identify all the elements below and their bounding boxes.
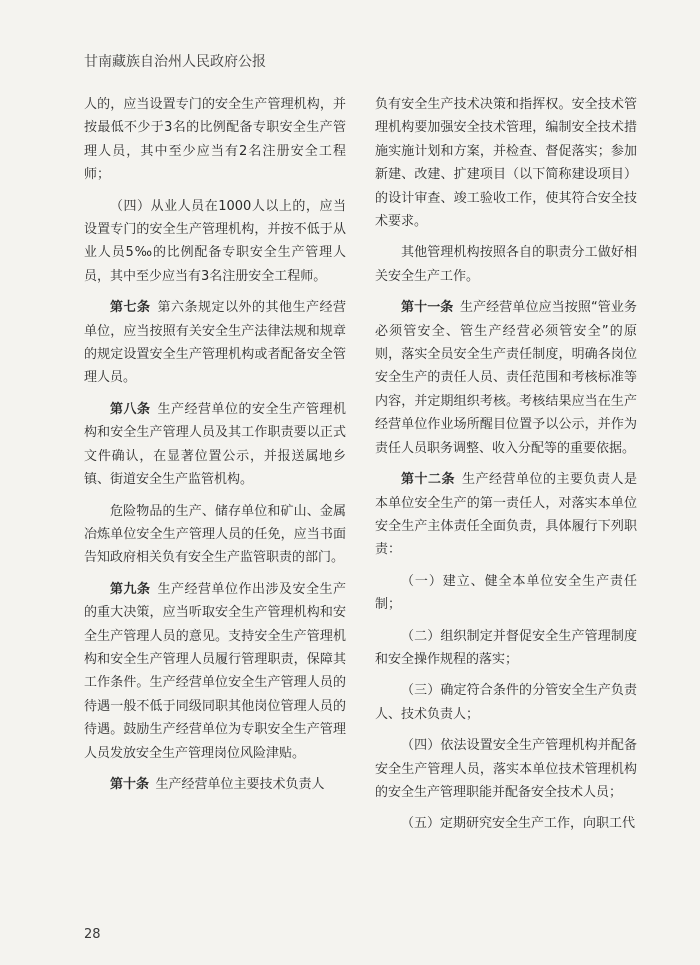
list-item [375,679,637,726]
article-heading: 第九条 [110,581,151,597]
paragraph-text: 生产经营单位的主要负责人是本单位安全生产的第一责任人，对落实本单位安全生产主体责任全面负责，具体履行下列职责： [375,472,637,558]
paragraph-text: 生产经营单位主要技术负责人 [155,776,325,792]
right-column [375,93,637,844]
list-item [375,812,637,835]
article-heading: 第八条 [110,401,151,417]
paragraph-text: 人的，应当设置专门的安全生产管理机构，并按最低不少于3名的比例配备专职安全生产管理人员，其中至少应当有2名注册安全工程师； [84,97,346,183]
paragraph-text: 生产经营单位应当按照“管业务必须管安全、管生产经营必须管安全”的原则，落实全员安全生产责任制度，明确各岗位安全生产的责任人员、责任范围和考核标准等内容，并定期组织考核。考核结果应当在生产经营单位作业场所醒目位置予以公示，并作为责任人员职务调整、收入分配等的重要依据。 [375,300,637,456]
article-7 [84,296,346,390]
paragraph-text: 生产经营单位作出涉及安全生产的重大决策，应当听取安全生产管理机构和安全生产管理人员的意见。支持安全生产管理机构和安全生产管理人员履行管理职责，保障其工作条件。生产经营单位安全生产管理人员的待遇一般不低于同级同职其他岗位管理人员的待遇。鼓励生产经营单位为专职安全生产管理人员发放安全生产管理岗位风险津贴。 [84,581,346,761]
paragraph-text: 负有安全生产技术决策和指挥权。安全技术管理机构要加强安全技术管理，编制安全技术措施实施计划和方案，并检查、督促落实；参加新建、改建、扩建项目（以下简称建设项目）的设计审查、竣工验收工作，使其符合安全技术要求。 [375,97,637,230]
list-item [375,734,637,804]
list-item [375,625,637,672]
paragraph [84,93,346,187]
paragraph-text: 其他管理机构按照各自的职责分工做好相关安全生产工作。 [375,245,637,284]
paragraph-text: （四）从业人员在1000人以上的，应当设置专门的安全生产管理机构，并按不低于从业人员5‰的比例配备专职安全生产管理人员，其中至少应当有3名注册安全工程师。 [84,198,346,284]
article-11 [375,296,637,460]
paragraph [84,500,346,570]
paragraph-text: 第六条规定以外的其他生产经营单位，应当按照有关安全生产法律法规和规章的规定设置安全生产管理机构或者配备安全管理人员。 [84,300,346,386]
paragraph-text: （二）组织制定并督促安全生产管理制度和安全操作规程的落实； [375,628,637,667]
paragraph-text: （五）定期研究安全生产工作，向职工代 [401,816,636,832]
article-heading: 第十一条 [401,300,454,316]
left-column [84,93,346,804]
article-heading: 第十二条 [401,472,455,488]
article-10 [84,773,346,796]
article-8 [84,398,346,492]
article-heading: 第七条 [110,300,151,316]
paragraph [375,241,637,288]
publication-title: 甘南藏族自治州人民政府公报 [84,54,266,70]
paragraph-text: （一）建立、健全本单位安全生产责任制； [375,573,637,613]
article-9 [84,578,346,765]
list-item [375,570,637,617]
paragraph-text: 危险物品的生产、储存单位和矿山、金属冶炼单位安全生产管理人员的任免，应当书面告知政府相关负有安全生产监管职责的部门。 [84,503,346,566]
paragraph-text: （四）依法设置安全生产管理机构并配备安全生产管理人员，落实本单位技术管理机构的安全生产管理职能并配备安全技术人员； [375,738,637,800]
page-number: 28 [84,927,101,942]
paragraph [84,195,346,289]
article-heading: 第十条 [110,776,150,792]
article-12 [375,468,637,562]
paragraph-text: （三）确定符合条件的分管安全生产负责人、技术负责人； [375,683,637,722]
paragraph [375,93,637,233]
paragraph-text: 生产经营单位的安全生产管理机构和安全生产管理人员及其工作职责要以正式文件确认，在显著位置公示，并报送属地乡镇、街道安全生产监管机构。 [84,401,346,488]
